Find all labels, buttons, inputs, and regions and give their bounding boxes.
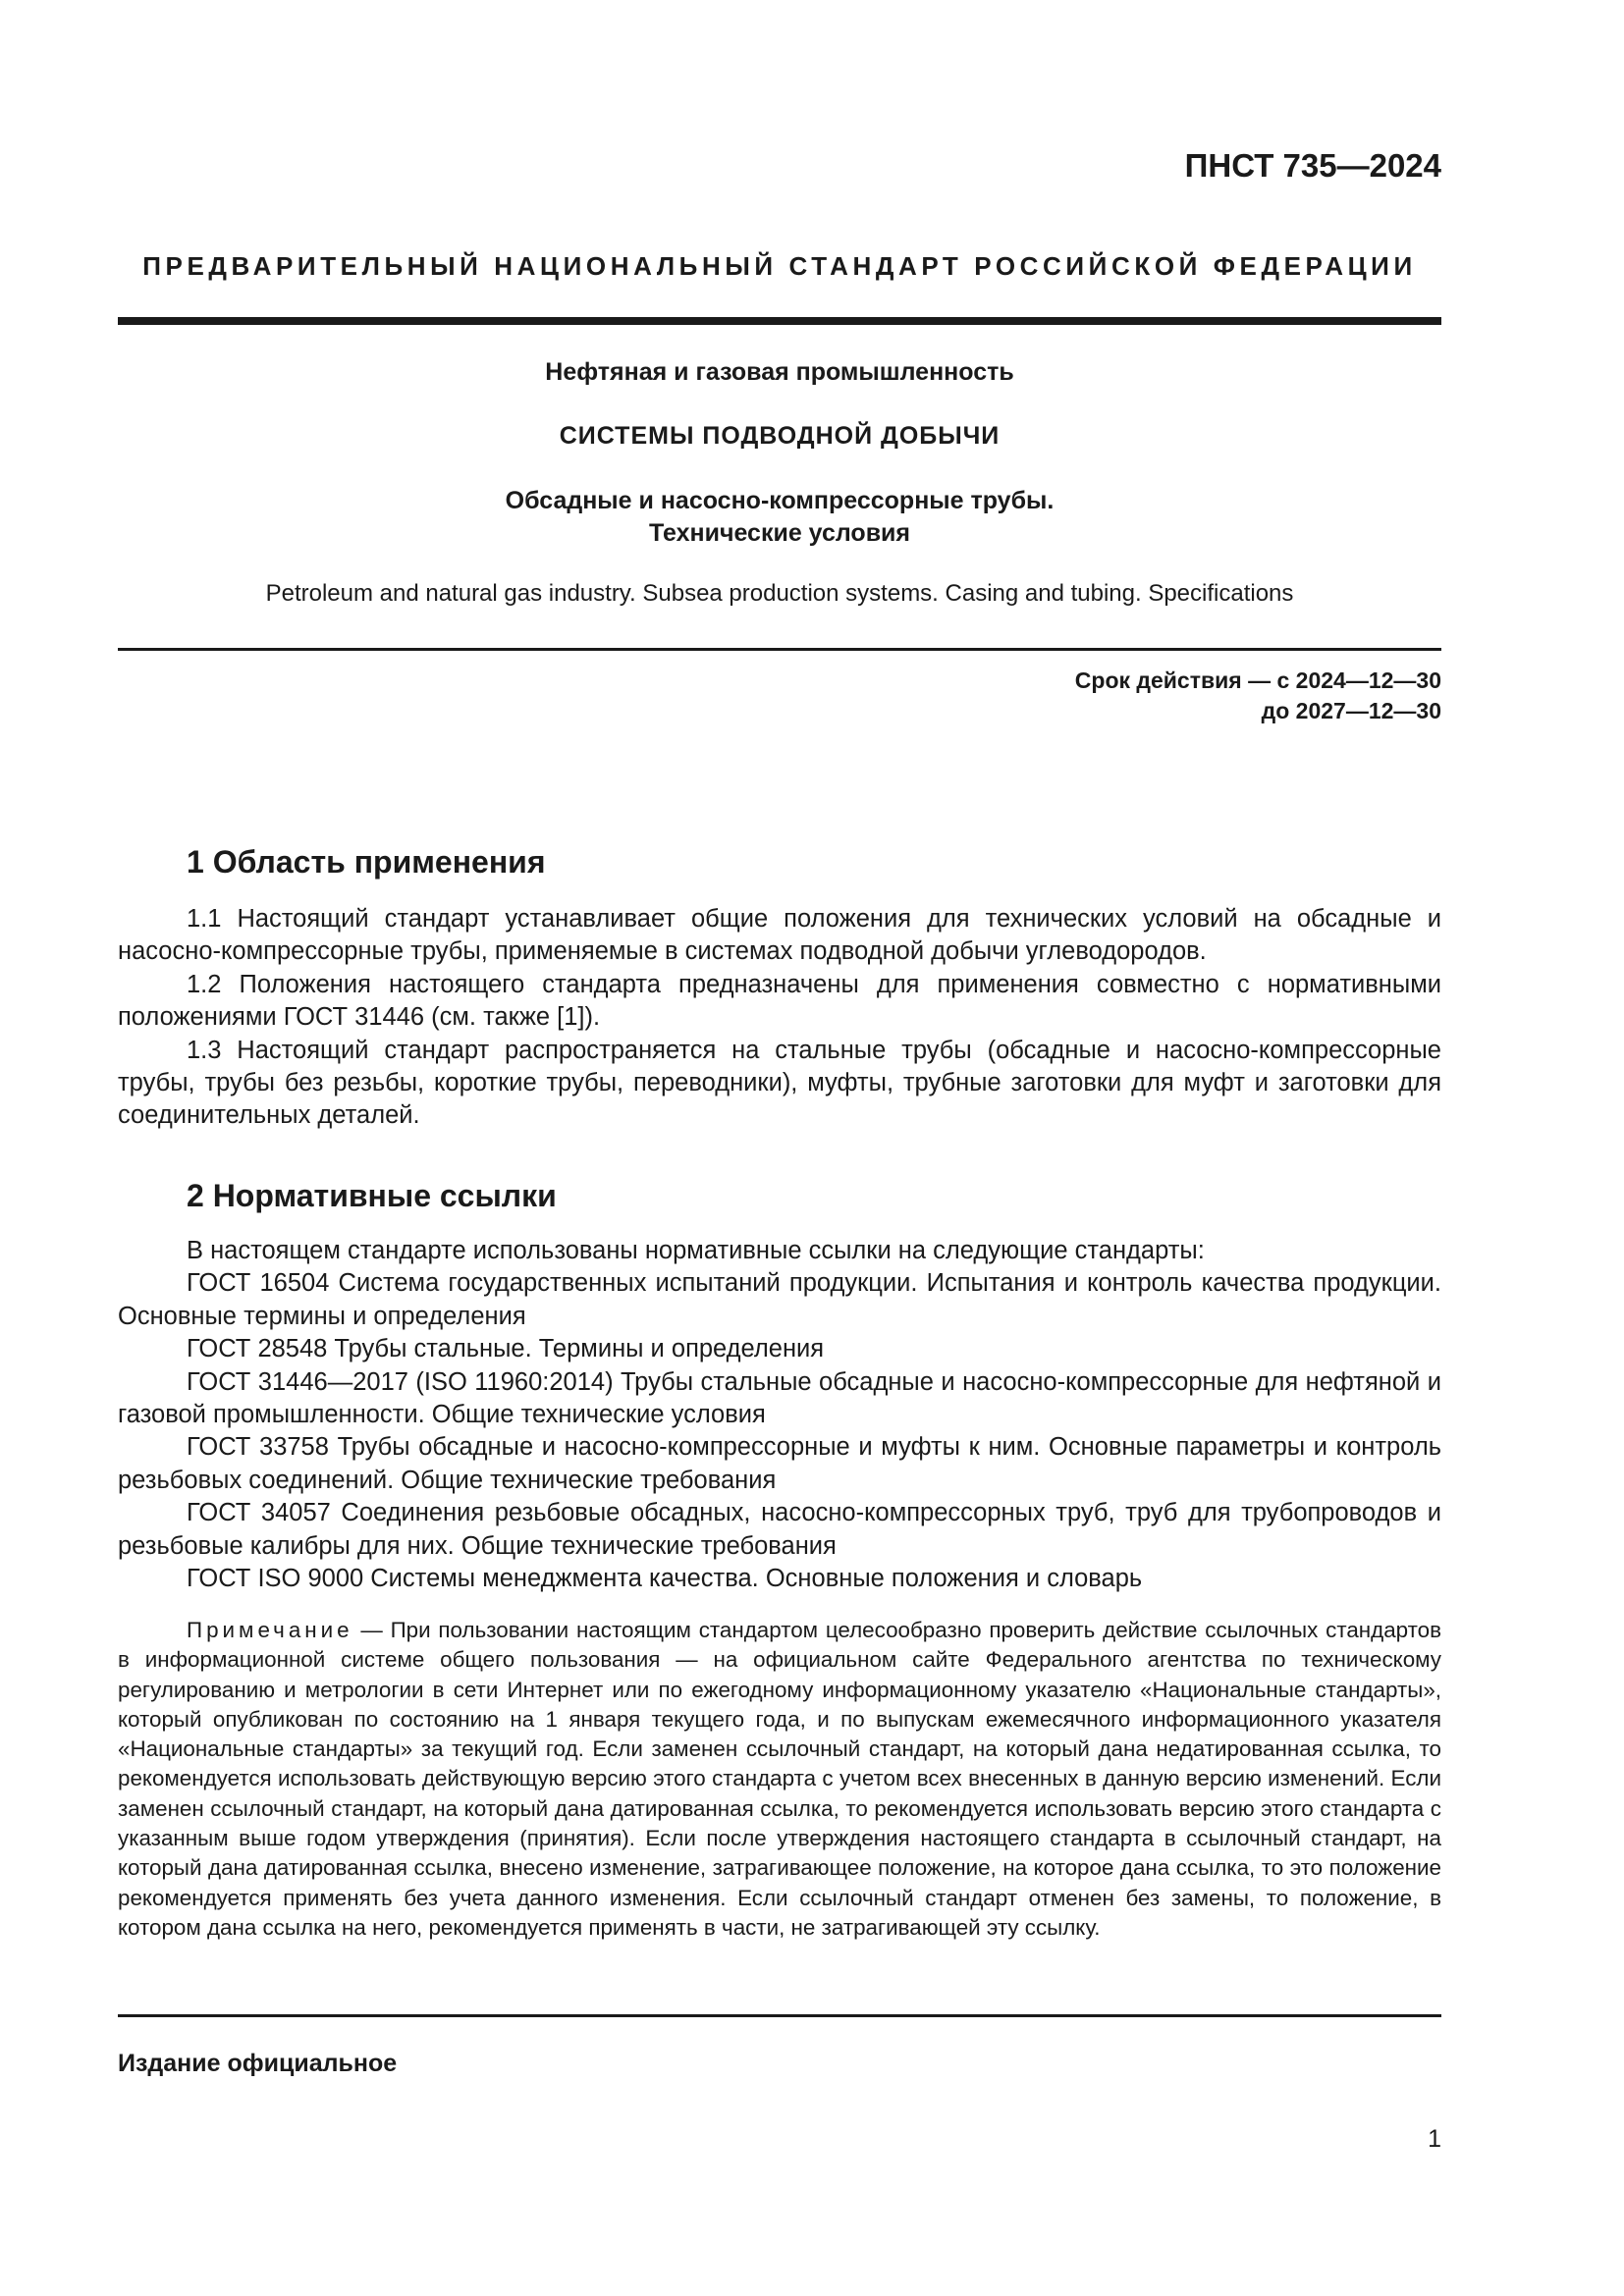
validity-end: до 2027—12—30 bbox=[1261, 698, 1441, 723]
header-divider bbox=[118, 317, 1441, 325]
validity-period bbox=[1075, 666, 1441, 726]
references-intro: В настоящем стандарте использованы нормативные ссылки на следующие стандарты: bbox=[187, 1237, 1205, 1264]
subtitle-line-1: Обсадные и насосно-компрессорные трубы. bbox=[505, 487, 1055, 514]
document-subtitle bbox=[118, 485, 1441, 550]
section-2-title: 2 Нормативные ссылки bbox=[187, 1178, 557, 1213]
reference-item: ГОСТ 31446—2017 (ISO 11960:2014) Трубы стальные обсадные и насосно-компрессорные для нефтяной и газовой промышленности. Общие технические условия bbox=[118, 1367, 1441, 1429]
industry-title: Нефтяная и газовая промышленность bbox=[545, 358, 1014, 386]
reference-item: ГОСТ ISO 9000 Системы менеджмента качества. Основные положения и словарь bbox=[187, 1565, 1143, 1593]
standard-banner: ПРЕДВАРИТЕЛЬНЫЙ НАЦИОНАЛЬНЫЙ СТАНДАРТ РОССИЙСКОЙ ФЕДЕРАЦИИ bbox=[142, 251, 1417, 281]
paragraph-1-2: 1.2 Положения настоящего стандарта предназначены для применения совместно с нормативными положениями ГОСТ 31446 (см. также [1]). bbox=[118, 970, 1441, 1032]
document-number: ПНСТ 735—2024 bbox=[1184, 147, 1441, 184]
note-text: — При пользовании настоящим стандартом целесообразно проверить действие ссылочных стандартов в информационной системе общего пользования — на официальном сайте Федерального агентства по техническому регулированию и метрологии в сети Интернет или по ежегодному информационному указателю «Национальные стандарты», который опубликован по состоянию на 1 января текущего года, и по выпускам ежемесячного информационного указателя «Национальные стандарты» за текущий год. Если заменен ссылочный стандарт, на который дана недатированная ссылка, то рекомендуется использовать действующую версию этого стандарта с учетом всех внесенных в данную версию изменений. Если заменен ссылочный стандарт, на который дана датированная ссылка, то рекомендуется использовать версию этого стандарта с указанным выше годом утверждения (принятия). Если после утверждения настоящего стандарта в ссылочный стандарт, на который дана датированная ссылка, внесено изменение, затрагивающее положение, на которое дана ссылка, то это положение рекомендуется применять без учета данного изменения. Если ссылочный стандарт отменен без замены, то положение, в котором дана ссылка на него, рекомендуется применять в части, не затрагивающей эту ссылку. bbox=[118, 1618, 1441, 1940]
section-2-body bbox=[118, 1235, 1441, 1595]
paragraph-1-1: 1.1 Настоящий стандарт устанавливает общие положения для технических условий на обсадные и насосно-компрессорные трубы, применяемые в системах подводной добычи углеводородов. bbox=[118, 905, 1441, 966]
paragraph-1-3: 1.3 Настоящий стандарт распространяется на стальные трубы (обсадные и насосно-компрессорные трубы, трубы без резьбы, короткие трубы, переводники), муфты, трубные заготовки для муфт и заготовки для соединительных деталей. bbox=[118, 1036, 1441, 1130]
footer-divider bbox=[118, 2014, 1441, 2017]
page-number: 1 bbox=[1428, 2125, 1441, 2153]
note bbox=[118, 1616, 1441, 1943]
reference-item: ГОСТ 16504 Система государственных испытаний продукции. Испытания и контроль качества продукции. Основные термины и определения bbox=[118, 1269, 1441, 1330]
note-label: Примечание bbox=[187, 1618, 353, 1642]
english-title: Petroleum and natural gas industry. Subsea production systems. Casing and tubing. Specifications bbox=[265, 580, 1294, 607]
system-title: СИСТЕМЫ ПОДВОДНОЙ ДОБЫЧИ bbox=[559, 422, 1001, 450]
reference-item: ГОСТ 34057 Соединения резьбовые обсадных, насосно-компрессорных труб, труб для трубопроводов и резьбовые калибры для них. Общие технические требования bbox=[118, 1499, 1441, 1560]
section-1-body bbox=[118, 903, 1441, 1133]
title-divider bbox=[118, 648, 1441, 651]
reference-item: ГОСТ 33758 Трубы обсадные и насосно-компрессорные и муфты к ним. Основные параметры и контроль резьбовых соединений. Общие технические требования bbox=[118, 1433, 1441, 1494]
section-1-title: 1 Область применения bbox=[187, 844, 546, 880]
subtitle-line-2: Технические условия bbox=[648, 519, 911, 547]
official-edition-label: Издание официальное bbox=[118, 2050, 398, 2077]
validity-start: Срок действия — с 2024—12—30 bbox=[1074, 667, 1441, 693]
reference-item: ГОСТ 28548 Трубы стальные. Термины и определения bbox=[187, 1335, 825, 1363]
